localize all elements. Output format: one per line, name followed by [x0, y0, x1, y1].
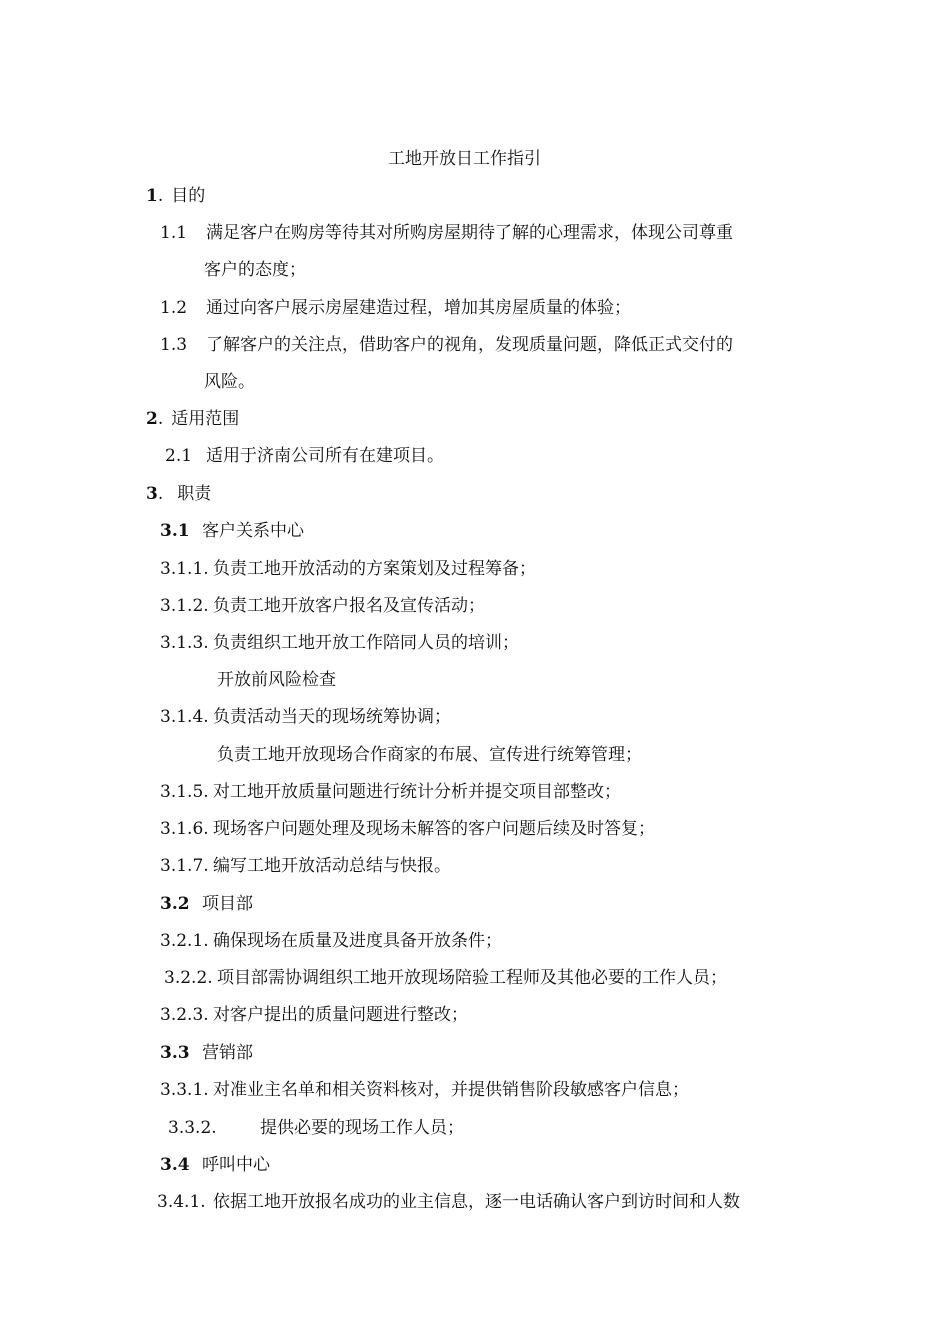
- item-3-1-1: [160, 558, 536, 580]
- item-3-1-7: [160, 855, 451, 877]
- subsection-3-3-number: 3.3: [160, 1043, 190, 1063]
- item-3-4-1-number: 3.4.1.: [157, 1192, 206, 1212]
- document-title: 工地开放日工作指引: [388, 149, 541, 169]
- item-1-3-continuation: 风险。: [204, 372, 255, 392]
- item-3-1-6-number: 3.1.6.: [160, 819, 209, 839]
- item-3-1-5-number: 3.1.5.: [160, 782, 209, 802]
- subsection-3-2-title: 项目部: [202, 894, 253, 914]
- item-3-1-3-sub: 开放前风险检查: [217, 670, 336, 690]
- item-1-3: [160, 334, 733, 356]
- item-3-1-6-text: 现场客户问题处理及现场未解答的客户问题后续及时答复；: [213, 819, 655, 839]
- item-3-2-2: [164, 967, 727, 989]
- item-1-1-continuation: 客户的态度；: [204, 260, 306, 280]
- section-3-separator: .: [157, 484, 164, 504]
- item-1-1-text: 满足客户在购房等待其对所购房屋期待了解的心理需求，体现公司尊重: [206, 223, 733, 243]
- item-3-1-7-number: 3.1.7.: [160, 856, 209, 876]
- item-3-1-3: [160, 632, 519, 654]
- section-3-heading: [146, 483, 211, 505]
- subsection-3-1-title: 客户关系中心: [202, 521, 304, 541]
- section-3-number: 3: [146, 484, 158, 504]
- item-3-1-5-text: 对工地开放质量问题进行统计分析并提交项目部整改；: [213, 782, 621, 802]
- item-3-2-2-number: 3.2.2.: [164, 968, 213, 988]
- subsection-3-1-number: 3.1: [160, 521, 190, 541]
- item-3-4-1: [157, 1191, 740, 1213]
- item-3-1-3-number: 3.1.3.: [160, 633, 209, 653]
- item-3-1-1-number: 3.1.1.: [160, 559, 209, 579]
- item-3-1-4: [160, 706, 451, 728]
- item-3-3-1-text: 对准业主名单和相关资料核对，并提供销售阶段敏感客户信息；: [213, 1080, 689, 1100]
- section-1-number: 1: [146, 186, 158, 206]
- section-1-title: 目的: [171, 186, 206, 206]
- item-3-1-6: [160, 818, 655, 840]
- subsection-3-1-heading: [160, 520, 304, 542]
- subsection-3-2-number: 3.2: [160, 894, 190, 914]
- item-3-3-1-number: 3.3.1.: [160, 1080, 209, 1100]
- item-2-1-number: 2.1: [165, 446, 193, 466]
- item-1-1-number: 1.1: [160, 223, 188, 243]
- item-3-4-1-text: 依据工地开放报名成功的业主信息，逐一电话确认客户到访时间和人数: [213, 1192, 740, 1212]
- subsection-3-4-title: 呼叫中心: [202, 1155, 270, 1175]
- subsection-3-4-number: 3.4: [160, 1155, 190, 1175]
- subsection-3-4-heading: [160, 1154, 270, 1176]
- subsection-3-3-heading: [160, 1042, 253, 1064]
- item-2-1-text: 适用于济南公司所有在建项目。: [206, 446, 444, 466]
- item-3-2-1-number: 3.2.1.: [160, 931, 209, 951]
- subsection-3-3-title: 营销部: [202, 1043, 253, 1063]
- item-3-1-2: [160, 595, 485, 617]
- section-1-separator: .: [157, 186, 164, 206]
- item-3-1-4-number: 3.1.4.: [160, 707, 209, 727]
- item-3-3-2-number: 3.3.2.: [168, 1118, 217, 1138]
- item-3-2-3-text: 对客户提出的质量问题进行整改；: [213, 1005, 468, 1025]
- item-1-3-number: 1.3: [160, 335, 188, 355]
- item-3-1-2-number: 3.1.2.: [160, 596, 209, 616]
- item-3-2-3-number: 3.2.3.: [160, 1005, 209, 1025]
- section-2-separator: .: [157, 409, 164, 429]
- section-2-title: 适用范围: [171, 409, 240, 429]
- item-1-2: [160, 297, 631, 319]
- item-3-1-3-text: 负责组织工地开放工作陪同人员的培训；: [213, 633, 519, 653]
- section-2-heading: [146, 408, 239, 430]
- subsection-3-2-heading: [160, 893, 253, 915]
- item-1-1: [160, 222, 733, 244]
- item-3-1-4-sub: 负责工地开放现场合作商家的布展、宣传进行统筹管理；: [217, 745, 642, 765]
- section-2-number: 2: [146, 409, 158, 429]
- section-1-heading: [146, 185, 205, 207]
- item-3-3-2: [168, 1117, 464, 1139]
- item-3-2-2-text: 项目部需协调组织工地开放现场陪验工程师及其他必要的工作人员；: [217, 968, 727, 988]
- item-3-2-3: [160, 1004, 468, 1026]
- item-1-2-number: 1.2: [160, 298, 188, 318]
- section-3-title: 职责: [177, 484, 212, 504]
- item-3-1-1-text: 负责工地开放活动的方案策划及过程筹备；: [213, 559, 536, 579]
- item-3-3-2-text: 提供必要的现场工作人员；: [260, 1118, 464, 1138]
- item-1-3-text: 了解客户的关注点，借助客户的视角，发现质量问题，降低正式交付的: [206, 335, 733, 355]
- item-3-1-2-text: 负责工地开放客户报名及宣传活动；: [213, 596, 485, 616]
- item-3-1-5: [160, 781, 621, 803]
- item-3-2-1: [160, 930, 502, 952]
- item-1-2-text: 通过向客户展示房屋建造过程，增加其房屋质量的体验；: [206, 298, 631, 318]
- item-3-1-4-text: 负责活动当天的现场统筹协调；: [213, 707, 451, 727]
- item-3-1-7-text: 编写工地开放活动总结与快报。: [213, 856, 451, 876]
- item-2-1: [165, 445, 444, 467]
- item-3-2-1-text: 确保现场在质量及进度具备开放条件；: [213, 931, 502, 951]
- item-3-3-1: [160, 1079, 689, 1101]
